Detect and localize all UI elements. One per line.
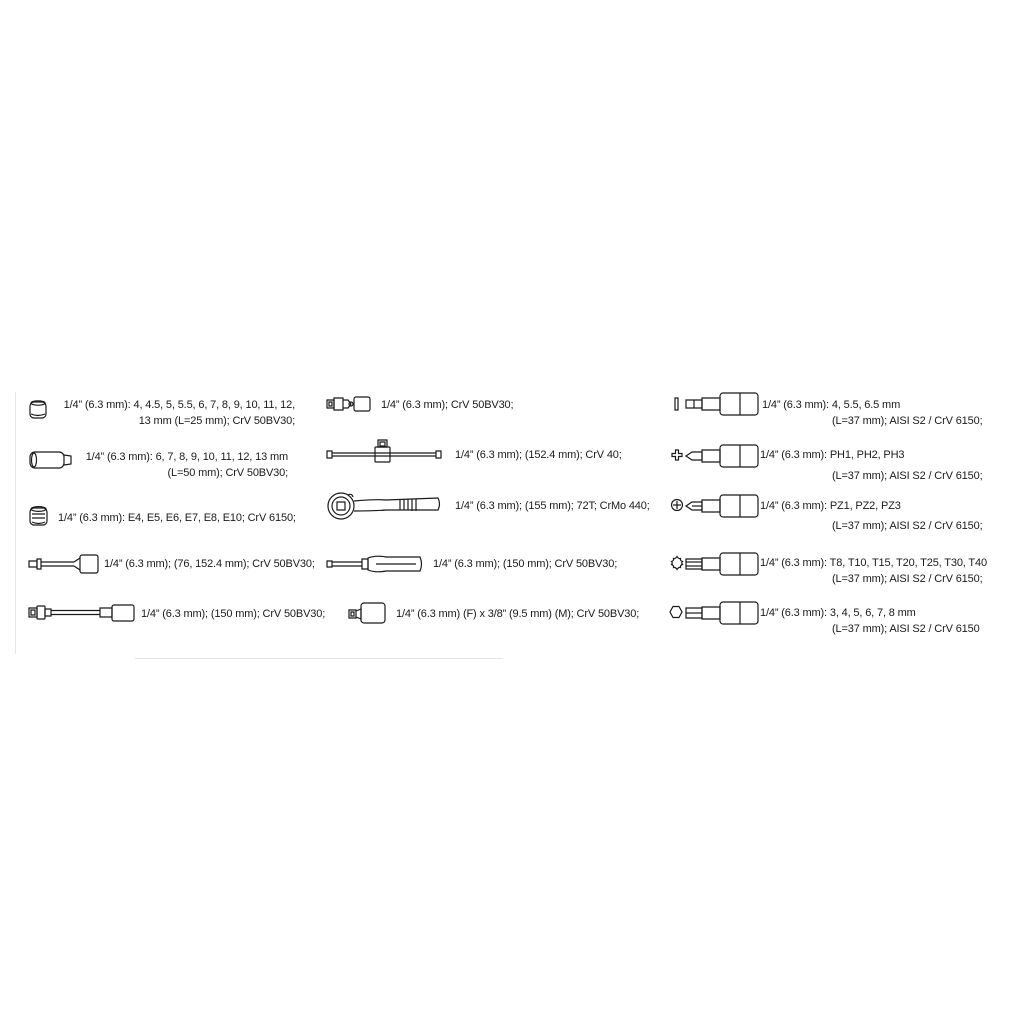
legend-label: 1/4” (6.3 mm): 4, 4.5, 5, 5.5, 6, 7, 8, 9, 10, 11, 12, 13 mm (L=25 mm); CrV 50BV30; xyxy=(63,399,295,427)
legend-label: 1/4” (6.3 mm); (150 mm); CrV 50BV30; xyxy=(141,608,326,620)
legend-label: 1/4” (6.3 mm): 3, 4, 5, 6, 7, 8 mm (L=37 mm); AISI S2 / CrV 6150 xyxy=(760,607,980,635)
hex-tip-icon xyxy=(669,605,683,619)
pozidriv-bit-socket-icon xyxy=(684,492,760,520)
short-socket-icon xyxy=(28,398,48,422)
legend-label: 1/4” (6.3 mm); (76, 152.4 mm); CrV 50BV30; xyxy=(104,558,315,570)
flexible-extension-icon xyxy=(28,602,136,624)
slotted-tip-icon xyxy=(672,395,682,413)
legend-label: 1/4” (6.3 mm): 4, 5.5, 6.5 mm (L=37 mm); AISI S2 / CrV 6150; xyxy=(762,399,983,427)
sliding-t-bar-icon xyxy=(326,439,442,467)
spinner-handle-icon xyxy=(326,553,424,575)
legend-label: 1/4” (6.3 mm): PH1, PH2, PH3 (L=37 mm); AISI S2 / CrV 6150; xyxy=(760,449,983,482)
legend-label: 1/4” (6.3 mm); (155 mm); 72T; CrMo 440; xyxy=(455,500,650,512)
legend-label: 1/4” (6.3 mm): 6, 7, 8, 9, 10, 11, 12, 13 mm (L=50 mm); CrV 50BV30; xyxy=(85,451,288,479)
torx-bit-socket-icon xyxy=(684,550,760,578)
deep-socket-icon xyxy=(28,450,74,470)
phillips-bit-socket-icon xyxy=(684,442,760,470)
extension-bar-icon xyxy=(28,553,100,575)
ratchet-handle-icon xyxy=(326,489,442,525)
torx-tip-icon xyxy=(669,555,685,571)
divider-line-bottom xyxy=(135,658,503,659)
legend-label: 1/4” (6.3 mm): PZ1, PZ2, PZ3 (L=37 mm); AISI S2 / CrV 6150; xyxy=(760,500,983,532)
universal-joint-icon xyxy=(326,395,372,413)
legend-label: 1/4” (6.3 mm); CrV 50BV30; xyxy=(381,399,514,411)
legend-label: 1/4” (6.3 mm); (152.4 mm); CrV 40; xyxy=(455,449,622,461)
slotted-bit-socket-icon xyxy=(684,390,760,418)
legend-label: 1/4” (6.3 mm): T8, T10, T15, T20, T25, T30, T40 (L=37 mm); AISI S2 / CrV 6150; xyxy=(760,557,987,585)
legend-label: 1/4” (6.3 mm): E4, E5, E6, E7, E8, E10; CrV 6150; xyxy=(58,512,296,524)
legend-label: 1/4” (6.3 mm) (F) x 3/8” (9.5 mm) (M); CrV 50BV30; xyxy=(396,608,640,620)
phillips-tip-icon xyxy=(670,448,684,462)
adapter-icon xyxy=(348,601,388,625)
hex-bit-socket-icon xyxy=(684,599,760,627)
legend-label: 1/4” (6.3 mm); (150 mm); CrV 50BV30; xyxy=(433,558,618,570)
divider-line-left xyxy=(15,392,16,654)
pozidriv-tip-icon xyxy=(670,498,684,512)
e-torx-socket-icon xyxy=(28,503,50,529)
